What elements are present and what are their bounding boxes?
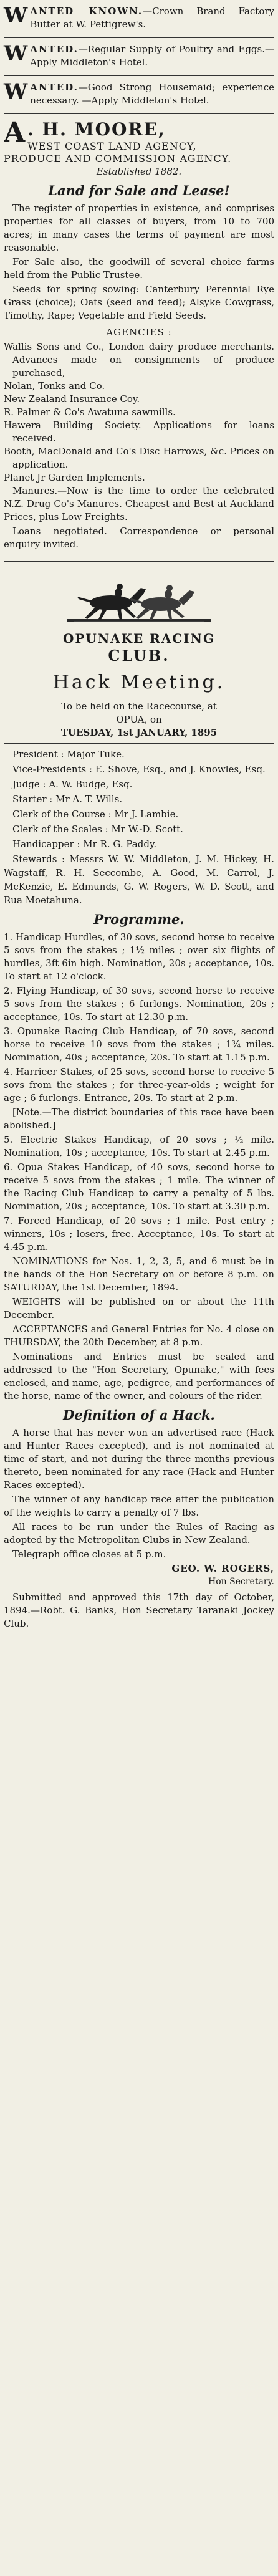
- list-item: Vice-Presidents : E. Shove, Esq., and J. Knowles, Esq.: [12, 764, 266, 775]
- list-item: Nolan, Tonks and Co.: [4, 380, 105, 392]
- meeting-date: TUESDAY, 1st JANUARY, 1895: [60, 727, 218, 738]
- moore-para2: For Sale also, the goodwill of several choice farms held from the Public Trustee.: [4, 256, 274, 281]
- programme-list: [4, 931, 274, 1254]
- ad-body: —Regular Supply of Poultry and Eggs.—Apply Middleton's Hotel.: [30, 44, 274, 68]
- ad-wanted-poultry: [4, 42, 274, 72]
- ad-wanted-butter: [4, 4, 274, 34]
- penalty-text: The winner of any handicap race after the publication of the weights to carry a penalty of 7 lbs.: [4, 1494, 274, 1518]
- approval-text: Submitted and approved this 17th day of October, 1894.—Robt. G. Banks, Hon Secretary Taranaki Jockey Club.: [4, 1592, 274, 1629]
- list-item: Clerk of the Course : Mr J. Lambie.: [12, 809, 179, 820]
- moore-title: . H. MOORE,: [27, 119, 166, 140]
- rules-text: All races to be run under the Rules of Racing as adopted by the Metropolitan Clubs in New Zealand.: [4, 1521, 274, 1545]
- list-item: Planet Jr Garden Implements.: [4, 472, 145, 483]
- ad-body: —Crown Brand Factory Butter at W. Pettigrew's.: [30, 6, 274, 30]
- held-on: To be held on the Racecourse, at: [61, 701, 217, 712]
- list-item: Judge : A. W. Budge, Esq.: [12, 779, 133, 790]
- ad-lead-word: ANTED KNOWN.: [30, 6, 143, 17]
- event-title: Hack Meeting.: [52, 671, 226, 693]
- list-item: Handicapper : Mr R. G. Paddy.: [12, 839, 157, 850]
- list-item: 2. Flying Handicap, of 30 sovs, second horse to receive 5 sovs from the stakes ; 6 furlongs. Nomination, 20s ; acceptance, 10s. To start at 12.30 p.m.: [4, 985, 274, 1022]
- racehorses-icon: [67, 572, 211, 628]
- divider: [4, 37, 274, 38]
- signature: GEO. W. ROGERS,: [171, 1563, 274, 1574]
- ad-lead-word: ANTED.: [30, 44, 79, 55]
- moore-manures: Manures.—Now is the time to order the celebrated N.Z. Drug Co's Manures. Cheapest and Best at Auckland Prices, plus Low Freights.: [4, 485, 274, 522]
- ad-opunake-racing: [4, 567, 274, 1634]
- definition-text: A horse that has never won an advertised race (Hack and Hunter Races excepted), and is not nominated at time of start, and not during the three months previous thereto, been nominated for any race (Hack and Hunter Races excepted).: [4, 1427, 274, 1491]
- signature-title: Hon Secretary.: [208, 1577, 274, 1587]
- drop-cap: W: [4, 79, 28, 104]
- agencies-list: [4, 340, 274, 484]
- list-item: [Note.—The district boundaries of this race have been abolished.]: [4, 1107, 274, 1131]
- officials-list: [4, 747, 274, 907]
- moore-line1: WEST COAST LAND AGENCY,: [27, 140, 197, 152]
- list-item: Clerk of the Scales : Mr W.-D. Scott.: [12, 824, 183, 835]
- programme-heading: Programme.: [93, 911, 185, 927]
- nominations: NOMINATIONS for Nos. 1, 2, 3, 5, and 6 must be in the hands of the Hon Secretary on or before 8 p.m. on SATURDAY, the 1st December, 1894.: [4, 1256, 274, 1293]
- moore-established: Established 1882.: [96, 166, 182, 177]
- nominations-note: Nominations and Entries must be sealed and addressed to the "Hon Secretary, Opunake," with fees enclosed, and name, age, pedigree, and performances of the horse, name of the owner, and colours of the rider.: [4, 1351, 274, 1401]
- drop-cap: A: [4, 119, 26, 148]
- list-item: Booth, MacDonald and Co's Disc Harrows, &c. Prices on application.: [4, 446, 274, 470]
- list-item: 5. Electric Stakes Handicap, of 20 sovs ; ½ mile. Nomination, 10s ; acceptance, 10s. To start at 2.45 p.m.: [4, 1134, 274, 1158]
- list-item: Wallis Sons and Co., London dairy produce merchants. Advances made on consignments of produce purchased,: [4, 341, 274, 378]
- drop-cap: W: [4, 3, 28, 28]
- divider: [4, 113, 274, 114]
- moore-line2: PRODUCE AND COMMISSION AGENCY.: [4, 153, 232, 165]
- moore-heading: Land for Sale and Lease!: [48, 183, 230, 198]
- moore-para1: The register of properties in existence, and comprises properties for all classes of buyers, from 10 to 700 acres; in many cases the terms of payment are most reasonable.: [4, 203, 274, 253]
- list-item: Hawera Building Society. Applications for loans received.: [4, 420, 274, 444]
- list-item: Stewards : Messrs W. W. Middleton, J. M. Hickey, H. Wagstaff, R. H. Seccombe, A. Good, M. Carrol, J. McKenzie, E. Edmunds, G. W. Rogers, W. D. Scott, and Rua Moetahuna.: [4, 853, 274, 906]
- divider: [4, 75, 274, 76]
- club-subtitle: CLUB.: [108, 646, 170, 665]
- ad-wanted-housemaid: [4, 80, 274, 110]
- list-item: 7. Forced Handicap, of 20 sovs ; 1 mile. Post entry ; winners, 10s ; losers, free. Acceptance, 10s. To start at 4.45 p.m.: [4, 1215, 274, 1252]
- list-item: President : Major Tuke.: [12, 749, 125, 760]
- moore-para3: Seeds for spring sowing: Canterbury Perennial Rye Grass (choice); Oats (seed and feed); Alsyke Cowgrass, Timothy, Rape; Vegetable and Field Seeds.: [4, 284, 274, 321]
- acceptances: ACCEPTANCES and General Entries for No. 4 close on THURSDAY, the 20th December, at 8 p.m.: [4, 1324, 274, 1348]
- list-item: Starter : Mr A. T. Wills.: [12, 794, 123, 805]
- club-title: OPUNAKE RACING: [62, 631, 216, 646]
- list-item: 3. Opunake Racing Club Handicap, of 70 sovs, second horse to receive 10 sovs from the stakes ; 1¾ miles. Nomination, 40s ; acceptance, 20s. To start at 1.15 p.m.: [4, 1026, 274, 1063]
- list-item: R. Palmer & Co's Awatuna sawmills.: [4, 406, 176, 418]
- definition-heading: Definition of a Hack.: [63, 1407, 215, 1423]
- drop-cap: W: [4, 41, 28, 66]
- list-item: 1. Handicap Hurdles, of 30 sovs, second horse to receive 5 sovs from the stakes ; 1½ miles ; over six flights of hurdles, 3ft 6in high. Nomination, 20s ; acceptance, 10s. To start at 12 o'clock.: [4, 931, 274, 982]
- list-item: 6. Opua Stakes Handicap, of 40 sovs, second horse to receive 5 sovs from the stakes ; 1 mile. The winner of the Racing Club Handicap to carry a penalty of 5 lbs. Nomination, 20s ; acceptance, 10s. To start at 3.30 p.m.: [4, 1161, 274, 1212]
- ad-lead-word: ANTED.: [30, 82, 79, 93]
- moore-header: [4, 119, 274, 165]
- venue: OPUA, on: [116, 714, 162, 725]
- agencies-title: AGENCIES :: [106, 327, 172, 338]
- weights: WEIGHTS will be published on or about the 11th December.: [4, 1296, 274, 1320]
- list-item: 4. Harrieer Stakes, of 25 sovs, second horse to receive 5 sovs from the stakes ; for three-year-olds ; weight for age ; 6 furlongs. Entrance, 20s. To start at 2 p.m.: [4, 1066, 274, 1103]
- divider: [4, 743, 274, 744]
- telegraph-text: Telegraph office closes at 5 p.m.: [12, 1549, 166, 1560]
- ad-body: —Good Strong Housemaid; experience necessary. —Apply Middleton's Hotel.: [30, 82, 274, 106]
- ad-moore-land-agency: [4, 118, 274, 555]
- list-item: New Zealand Insurance Coy.: [4, 393, 140, 405]
- divider: [4, 560, 274, 562]
- moore-loans: Loans negotiated. Correspondence or personal enquiry invited.: [4, 526, 274, 550]
